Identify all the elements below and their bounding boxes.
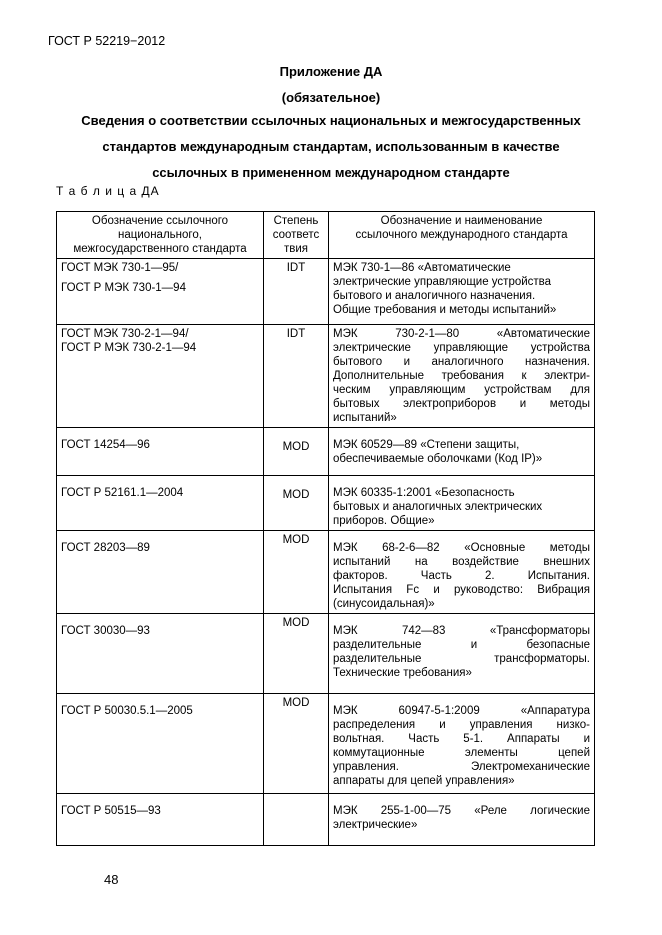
column-header-national [57,212,264,259]
cell-line: испытаний на воздействие внешних [333,556,590,568]
cell-line: МЭК 60947-5-1:2009 «Аппаратура [333,705,590,717]
cell-line: Общие требования и методы испытаний» [333,304,557,316]
cell-line: ческим управляющим устройствам для [333,384,590,396]
cell-line: МЭК 68-2-6—82 «Основные методы [333,542,590,554]
cell-line: бытового и аналогичного назначения. [333,356,590,368]
cell-line: вольтная. Часть 5-1. Аппараты и [333,733,590,745]
appendix-heading [70,108,592,186]
table-header-row [57,212,595,259]
international-standard-cell [329,476,595,531]
national-standard-cell [57,428,264,476]
table-row [57,614,595,694]
cell-line: ГОСТ Р МЭК 730-1—94 [61,282,186,294]
standards-table [56,211,595,846]
table-label: Т а б л и ц а ДА [56,184,160,198]
degree-cell: MOD [264,694,329,794]
cell-line: (синусоидальная)» [333,598,435,610]
heading-line: стандартов международным стандартам, использованным в качестве [102,139,560,154]
page-number: 48 [104,872,119,887]
cell-line: ГОСТ Р МЭК 730-2-1—94 [61,342,197,354]
heading-line: ссылочных в примененном международном стандарте [152,165,510,180]
cell-line: разделительные и безопасные [333,639,590,651]
table-row [57,428,595,476]
cell-line: распределения и управления низко- [333,719,590,731]
international-standard-cell [329,694,595,794]
international-standard-cell [329,794,595,846]
cell-line: МЭК 60335-1:2001 «Безопасность [333,487,515,499]
degree-cell: IDT [264,325,329,428]
table-row [57,259,595,325]
appendix-title: Приложение ДА [279,64,383,79]
cell-line: ГОСТ МЭК 730-1—95/ [61,262,179,274]
degree-cell: MOD [264,531,329,614]
international-standard-cell [329,614,595,694]
cell-line: бытовых и аналогичных электрических [333,501,543,513]
cell-line: разделительные трансформаторы. [333,653,590,665]
cell-line: ГОСТ МЭК 730-2-1—94/ [61,328,189,340]
degree-cell [264,794,329,846]
cell-line: Испытания Fc и руководство: Вибрация [333,584,590,596]
cell-line: факторов. Часть 2. Испытания. [333,570,590,582]
cell-line: испытаний» [333,412,397,424]
national-standard-cell [57,694,264,794]
cell-line: ГОСТ 14254—96 [61,439,150,451]
cell-line: ГОСТ 28203—89 [61,542,150,554]
document-code: ГОСТ Р 52219−2012 [48,34,166,48]
international-standard-cell [329,259,595,325]
national-standard-cell [57,531,264,614]
table-row [57,476,595,531]
cell-line: МЭК 742—83 «Трансформаторы [333,625,590,637]
cell-line: электрические» [333,819,418,831]
table-body [57,259,595,846]
column-header-international [329,212,595,259]
header-line: соответс [272,229,320,241]
header-line: межгосударственного стандарта [73,243,247,255]
national-standard-cell [57,794,264,846]
table-row [57,325,595,428]
international-standard-cell [329,428,595,476]
header-line: Обозначение ссылочного [91,215,229,227]
cell-line: обеспечиваемые оболочками (Код IP)» [333,453,543,465]
header-line: Обозначение и наименование [380,215,543,227]
appendix-status: (обязательное) [281,90,381,105]
cell-line: Технические требования» [333,667,472,679]
degree-cell: MOD [264,614,329,694]
cell-line: аппараты для цепей управления» [333,775,515,787]
heading-line: Сведения о соответствии ссылочных национальных и межгосударственных [81,113,581,128]
table-row [57,531,595,614]
cell-line: бытового и аналогичного назначения. [333,290,536,302]
column-header-degree [264,212,329,259]
degree-cell: MOD [264,476,329,531]
national-standard-cell [57,325,264,428]
cell-line: МЭК 255-1-00—75 «Реле логические [333,805,590,817]
national-standard-cell [57,614,264,694]
cell-line: Дополнительные требования к электри- [333,370,590,382]
degree-cell: IDT [264,259,329,325]
cell-line: МЭК 60529—89 «Степени защиты, [333,439,520,451]
cell-line: ГОСТ Р 52161.1—2004 [61,487,184,499]
header-line: национального, [118,229,202,241]
cell-line: ГОСТ Р 50515—93 [61,805,161,817]
header-line: Степень [273,215,319,227]
international-standard-cell [329,531,595,614]
cell-line: ГОСТ Р 50030.5.1—2005 [61,705,193,717]
national-standard-cell [57,476,264,531]
header-line: твия [283,243,309,255]
cell-line: электрические управляющие устройства [333,342,590,354]
degree-cell: MOD [264,428,329,476]
cell-line: электрические управляющие устройства [333,276,552,288]
header-line: ссылочного международного стандарта [355,229,568,241]
cell-line: МЭК 730-1—86 «Автоматические [333,262,511,274]
cell-line: МЭК 730-2-1—80 «Автоматические [333,328,590,340]
international-standard-cell [329,325,595,428]
cell-line: ГОСТ 30030—93 [61,625,150,637]
cell-line: коммутационные элементы цепей [333,747,590,759]
table-row [57,794,595,846]
cell-line: приборов. Общие» [333,515,435,527]
cell-line: управления. Электромеханические [333,761,590,773]
national-standard-cell [57,259,264,325]
cell-line: бытовых электроприборов и методы [333,398,590,410]
table-row [57,694,595,794]
